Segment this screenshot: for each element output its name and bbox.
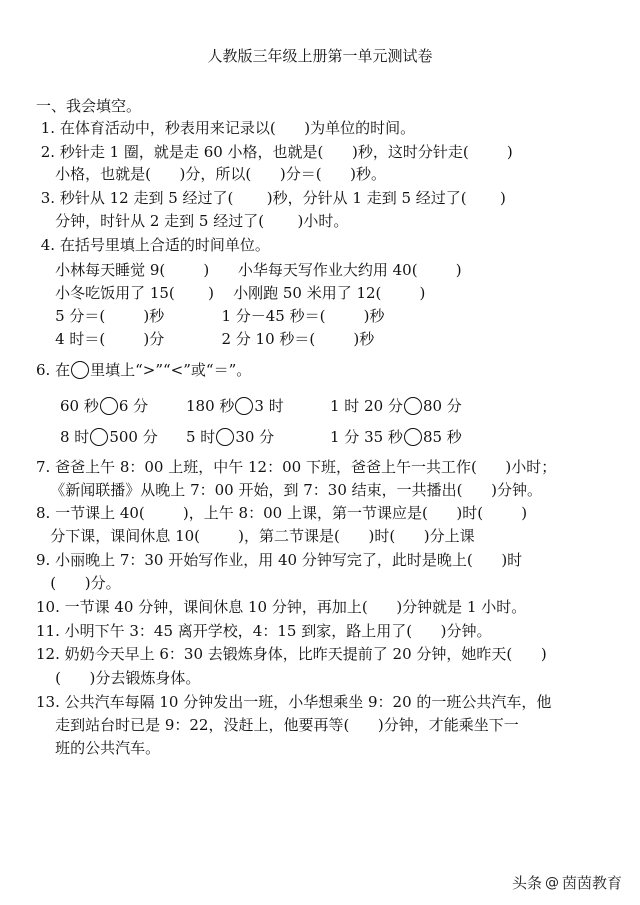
question-4-row-1: 小林每天睡觉 9( ) 小华每天写作业大约用 40( ) xyxy=(36,261,462,279)
watermark xyxy=(512,872,622,893)
compare-circle-icon xyxy=(235,397,253,415)
watermark-account: 茵茵教育 xyxy=(561,874,622,892)
question-13-line-2: 走到站台时已是 9：22，没赶上，他要再等( )分钟，才能乘坐下一 xyxy=(36,716,519,734)
question-4: 4. 在括号里填上合适的时间单位。 xyxy=(36,236,270,254)
question-7-line-1: 7. 爸爸上午 8：00 上班，中午 12：00 下班，爸爸上午一共工作( )小时； xyxy=(36,458,557,476)
question-1: 1. 在体育活动中，秒表用来记录以( )为单位的时间。 xyxy=(36,119,416,137)
compare-item: 180 秒 3 时 xyxy=(186,397,284,415)
compare-circle-icon xyxy=(90,428,108,446)
compare-item: 5 时 30 分 xyxy=(186,428,275,446)
question-13-line-3: 班的公共汽车。 xyxy=(36,739,161,757)
question-8-line-1: 8. 一节课上 40( )，上午 8：00 上课，第一节课应是( )时( ) xyxy=(36,504,528,522)
question-10: 10. 一节课 40 分钟，课间休息 10 分钟，再加上( )分钟就是 1 小时。 xyxy=(36,598,527,616)
question-9-line-2: ( )分。 xyxy=(36,574,121,592)
question-2-line-2: 小格，也就是( )分，所以( )分＝( )秒。 xyxy=(36,165,387,183)
question-4-row-3: 5 分＝( )秒 1 分－45 秒＝( )秒 xyxy=(36,307,385,325)
compare-circle-icon xyxy=(404,428,422,446)
compare-item: 1 分 35 秒 85 秒 xyxy=(330,428,462,446)
question-7-line-2: 《新闻联播》从晚上 7：00 开始，到 7：30 结束，一共播出( )分钟。 xyxy=(36,481,542,499)
question-12-line-2: ( )分去锻炼身体。 xyxy=(36,669,201,687)
question-6-prefix: 6. 在 xyxy=(36,361,71,379)
question-9-line-1: 9. 小丽晚上 7：30 开始写作业，用 40 分钟写完了，此时是晚上( )时 xyxy=(36,551,523,569)
question-11: 11. 小明下午 3：45 离开学校，4：15 到家，路上用了( )分钟。 xyxy=(36,622,492,640)
compare-item: 1 时 20 分 80 分 xyxy=(330,397,462,415)
compare-circle-icon xyxy=(404,397,422,415)
compare-circle-icon xyxy=(100,397,118,415)
question-3-line-1: 3. 秒针从 12 走到 5 经过了( )秒，分针从 1 走到 5 经过了( ) xyxy=(36,189,506,207)
at-icon: @ xyxy=(544,874,559,891)
watermark-source: 头条 xyxy=(511,874,542,892)
compare-item: 60 秒 6 分 xyxy=(60,397,149,415)
question-6-suffix: 里填上“>”“<”或“＝”。 xyxy=(90,361,252,379)
question-8-line-2: 分下课，课间休息 10( )，第二节课是( )时( )分上课 xyxy=(36,527,475,545)
question-3-line-2: 分钟，时针从 2 走到 5 经过了( )小时。 xyxy=(36,212,349,230)
question-2-line-1: 2. 秒针走 1 圈，就是走 60 小格，也就是( )秒，这时分针走( ) xyxy=(36,143,513,161)
compare-circle-icon xyxy=(216,428,234,446)
section-heading: 一、我会填空。 xyxy=(36,97,142,115)
compare-item: 8 时 500 分 xyxy=(60,428,158,446)
page-title: 人教版三年级上册第一单元测试卷 xyxy=(207,47,433,65)
question-12-line-1: 12. 奶奶今天早上 6：30 去锻炼身体，比昨天提前了 20 分钟，她昨天( ) xyxy=(36,645,547,663)
question-13-line-1: 13. 公共汽车每隔 10 分钟发出一班，小华想乘坐 9：20 的一班公共汽车，他 xyxy=(36,693,552,711)
question-4-row-4: 4 时＝( )分 2 分 10 秒＝( )秒 xyxy=(36,330,375,348)
question-4-row-2: 小冬吃饭用了 15( ) 小刚跑 50 米用了 12( ) xyxy=(36,284,426,302)
question-6 xyxy=(36,360,251,380)
compare-circle-icon xyxy=(71,361,89,379)
